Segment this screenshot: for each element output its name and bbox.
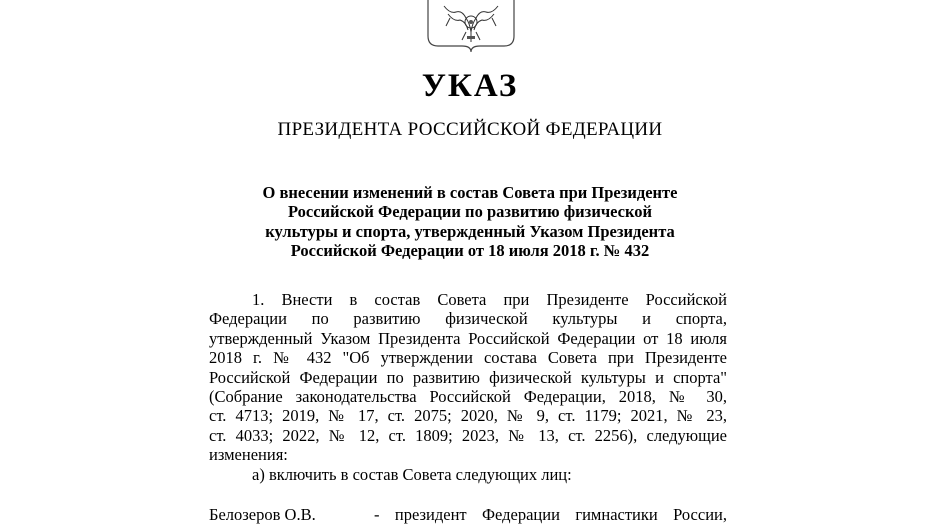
document-subtitle: ПРЕЗИДЕНТА РОССИЙСКОЙ ФЕДЕРАЦИИ <box>277 119 663 140</box>
member-description: - президент Федерации гимнастики России, <box>374 505 727 524</box>
paragraph-line: утвержденный Указом Президента Российской Федерации от 18 июля <box>209 328 727 348</box>
paragraph-line: 2018 г. № 432 "Об утверждении состава Совета при Президенте <box>209 348 727 368</box>
heading-line: О внесении изменений в состав Совета при Президенте <box>262 183 678 202</box>
subitem-a: а) включить в состав Совета следующих лиц: <box>252 464 572 484</box>
paragraph-line: 1. Внести в состав Совета при Президенте Российской <box>252 290 727 309</box>
heading-line: Российской Федерации от 18 июля 2018 г. № 432 <box>290 241 650 261</box>
paragraph-line: ст. 4033; 2022, № 12, ст. 1809; 2023, № 13, ст. 2256), следующие <box>209 425 727 445</box>
document-title: УКАЗ <box>421 68 519 104</box>
decree-heading <box>230 183 710 261</box>
paragraph-line: ст. 4713; 2019, № 17, ст. 2075; 2020, № 9, ст. 1179; 2021, № 23, <box>209 406 727 426</box>
member-name: Белозеров О.В. <box>209 505 316 524</box>
heading-line: культуры и спорта, утвержденный Указом Президента <box>265 221 675 241</box>
paragraph-line: (Собрание законодательства Российской Федерации, 2018, № 30, <box>209 386 727 406</box>
paragraph-line: Федерации по развитию физической культуры и спорта, <box>209 309 727 329</box>
heading-line: Российской Федерации по развитию физической <box>287 202 653 222</box>
paragraph-1 <box>209 290 727 484</box>
paragraph-line: изменения: <box>209 445 288 465</box>
coat-of-arms-emblem <box>426 0 516 52</box>
paragraph-line: Российской Федерации по развитию физической культуры и спорта" <box>209 367 727 387</box>
